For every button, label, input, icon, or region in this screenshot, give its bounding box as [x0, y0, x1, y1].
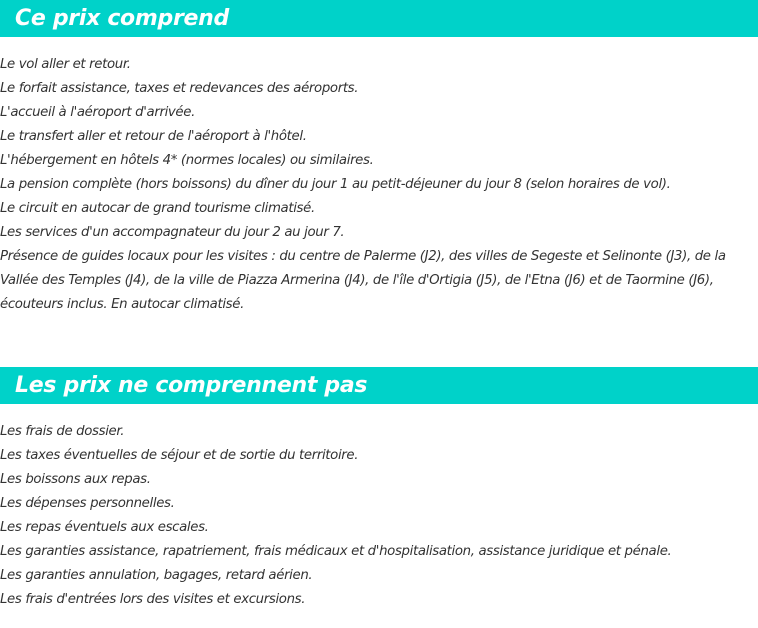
list-item: Les garanties assistance, rapatriement, frais médicaux et d'hospitalisation, assistance juridique et pénale. — [0, 544, 672, 559]
price-includes-title: Ce prix comprend — [15, 5, 229, 31]
list-item: Les dépenses personnelles. — [0, 496, 175, 511]
list-item: La pension complète (hors boissons) du dîner du jour 1 au petit-déjeuner du jour 8 (selon horaires de vol). — [0, 177, 671, 192]
price-excludes-title: Les prix ne comprennent pas — [15, 372, 368, 398]
price-includes-list — [0, 53, 758, 317]
price-excludes-section — [0, 367, 758, 612]
list-item: Les boissons aux repas. — [0, 472, 151, 487]
list-item: Le forfait assistance, taxes et redevances des aéroports. — [0, 81, 359, 96]
list-item: Présence de guides locaux pour les visites : du centre de Palerme (J2), des villes de Segeste et Selinonte (J3), de la Vallée des Temples (J4), de la ville de Piazza Armerina (J4), de l'île d'Ortigia (J5), de l'Etna (J6) et de Taormine (J6), écouteurs inclus. En autocar climatisé. — [0, 249, 726, 312]
list-item: Les frais d'entrées lors des visites et excursions. — [0, 592, 306, 607]
list-item: Les garanties annulation, bagages, retard aérien. — [0, 568, 313, 583]
list-item: Les repas éventuels aux escales. — [0, 520, 209, 535]
price-excludes-header — [0, 367, 758, 404]
list-item: L'accueil à l'aéroport d'arrivée. — [0, 105, 195, 120]
list-item: Le transfert aller et retour de l'aéroport à l'hôtel. — [0, 129, 307, 144]
list-item: Le vol aller et retour. — [0, 57, 131, 72]
list-item: L'hébergement en hôtels 4* (normes locales) ou similaires. — [0, 153, 374, 168]
list-item: Les taxes éventuelles de séjour et de sortie du territoire. — [0, 448, 359, 463]
list-item: Les frais de dossier. — [0, 424, 125, 439]
price-includes-header — [0, 0, 758, 37]
list-item: Le circuit en autocar de grand tourisme climatisé. — [0, 201, 315, 216]
list-item: Les services d'un accompagnateur du jour 2 au jour 7. — [0, 225, 345, 240]
price-excludes-list — [0, 420, 758, 612]
